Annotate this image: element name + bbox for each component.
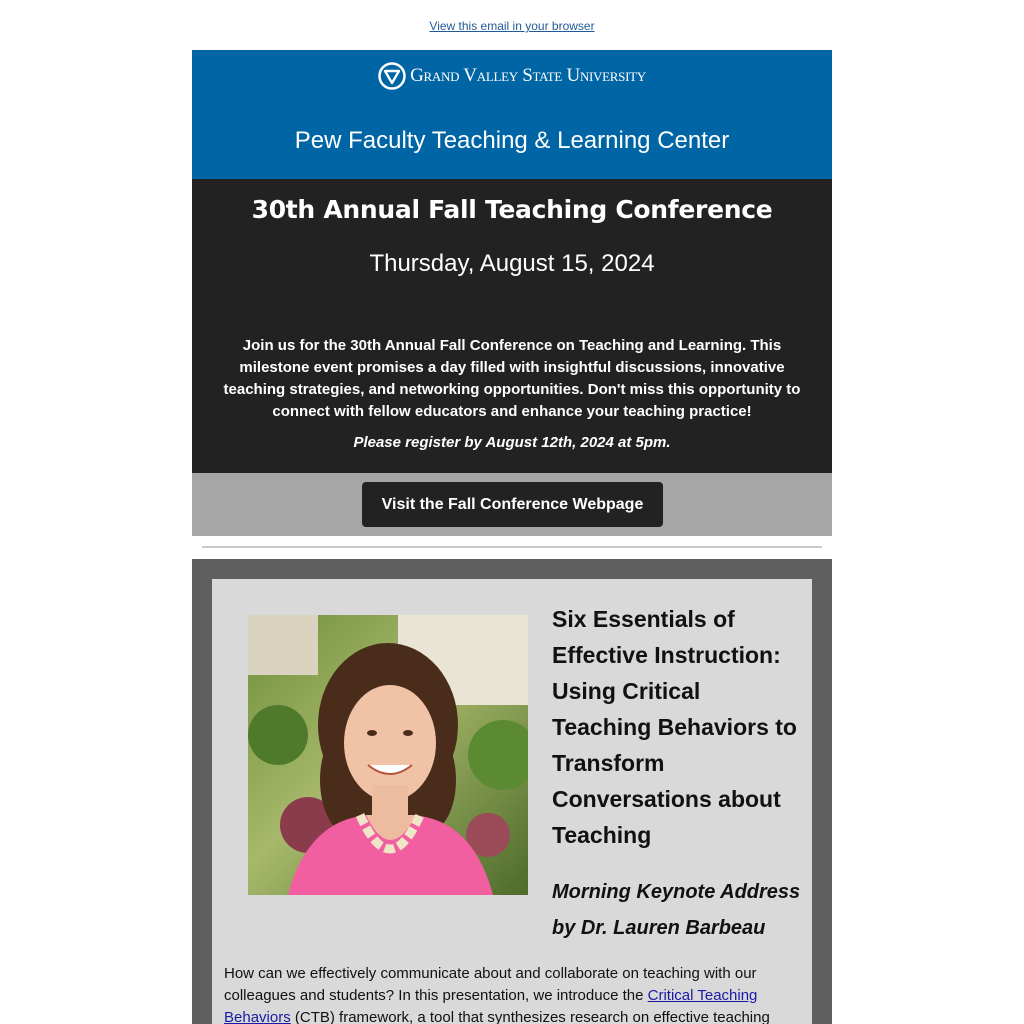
keynote-card — [212, 579, 812, 1024]
logo-wordmark: Grand Valley State University — [410, 65, 646, 86]
view-in-browser-link[interactable]: View this email in your browser — [429, 19, 595, 33]
gvsu-logo[interactable] — [192, 62, 832, 90]
gvsu-logo-icon — [378, 62, 406, 90]
header-banner — [192, 50, 832, 179]
section-divider — [202, 546, 822, 548]
conference-webpage-button[interactable]: Visit the Fall Conference Webpage — [362, 482, 663, 527]
conference-block — [192, 179, 832, 473]
conference-title: 30th Annual Fall Teaching Conference — [251, 195, 773, 224]
keynote-frame — [192, 559, 832, 1024]
center-name: Pew Faculty Teaching & Learning Center — [294, 127, 730, 154]
conference-date: Thursday, August 15, 2024 — [369, 250, 655, 277]
view-in-browser-row — [0, 19, 1024, 33]
keynote-title: Six Essentials of Effective Instruction: Using Critical Teaching Behaviors to Transform Conversations about Teaching — [552, 606, 797, 848]
registration-deadline: Please register by August 12th, 2024 at 5pm. — [353, 434, 671, 451]
keynote-body-rest: (CTB) framework, a tool that synthesizes research on effective teaching — [290, 1009, 770, 1024]
ctb-link[interactable]: Critical Teaching Behaviors — [224, 987, 758, 1024]
keynote-subtitle: Morning Keynote Address by Dr. Lauren Barbeau — [552, 881, 801, 939]
cta-band — [192, 473, 832, 536]
conference-description: Join us for the 30th Annual Fall Conference on Teaching and Learning. This milestone event promises a day filled with insightful discussions, innovative teaching strategies, and networking opportunities. Don't miss this opportunity to connect with fellow educators and enhance your teaching practice! — [223, 337, 801, 420]
speaker-photo — [248, 615, 528, 895]
keynote-body — [224, 963, 784, 1024]
keynote-body-intro: How can we effectively communicate about and collaborate on teaching with our colleagues and students? In this presentation, we introduce the — [224, 965, 757, 1004]
